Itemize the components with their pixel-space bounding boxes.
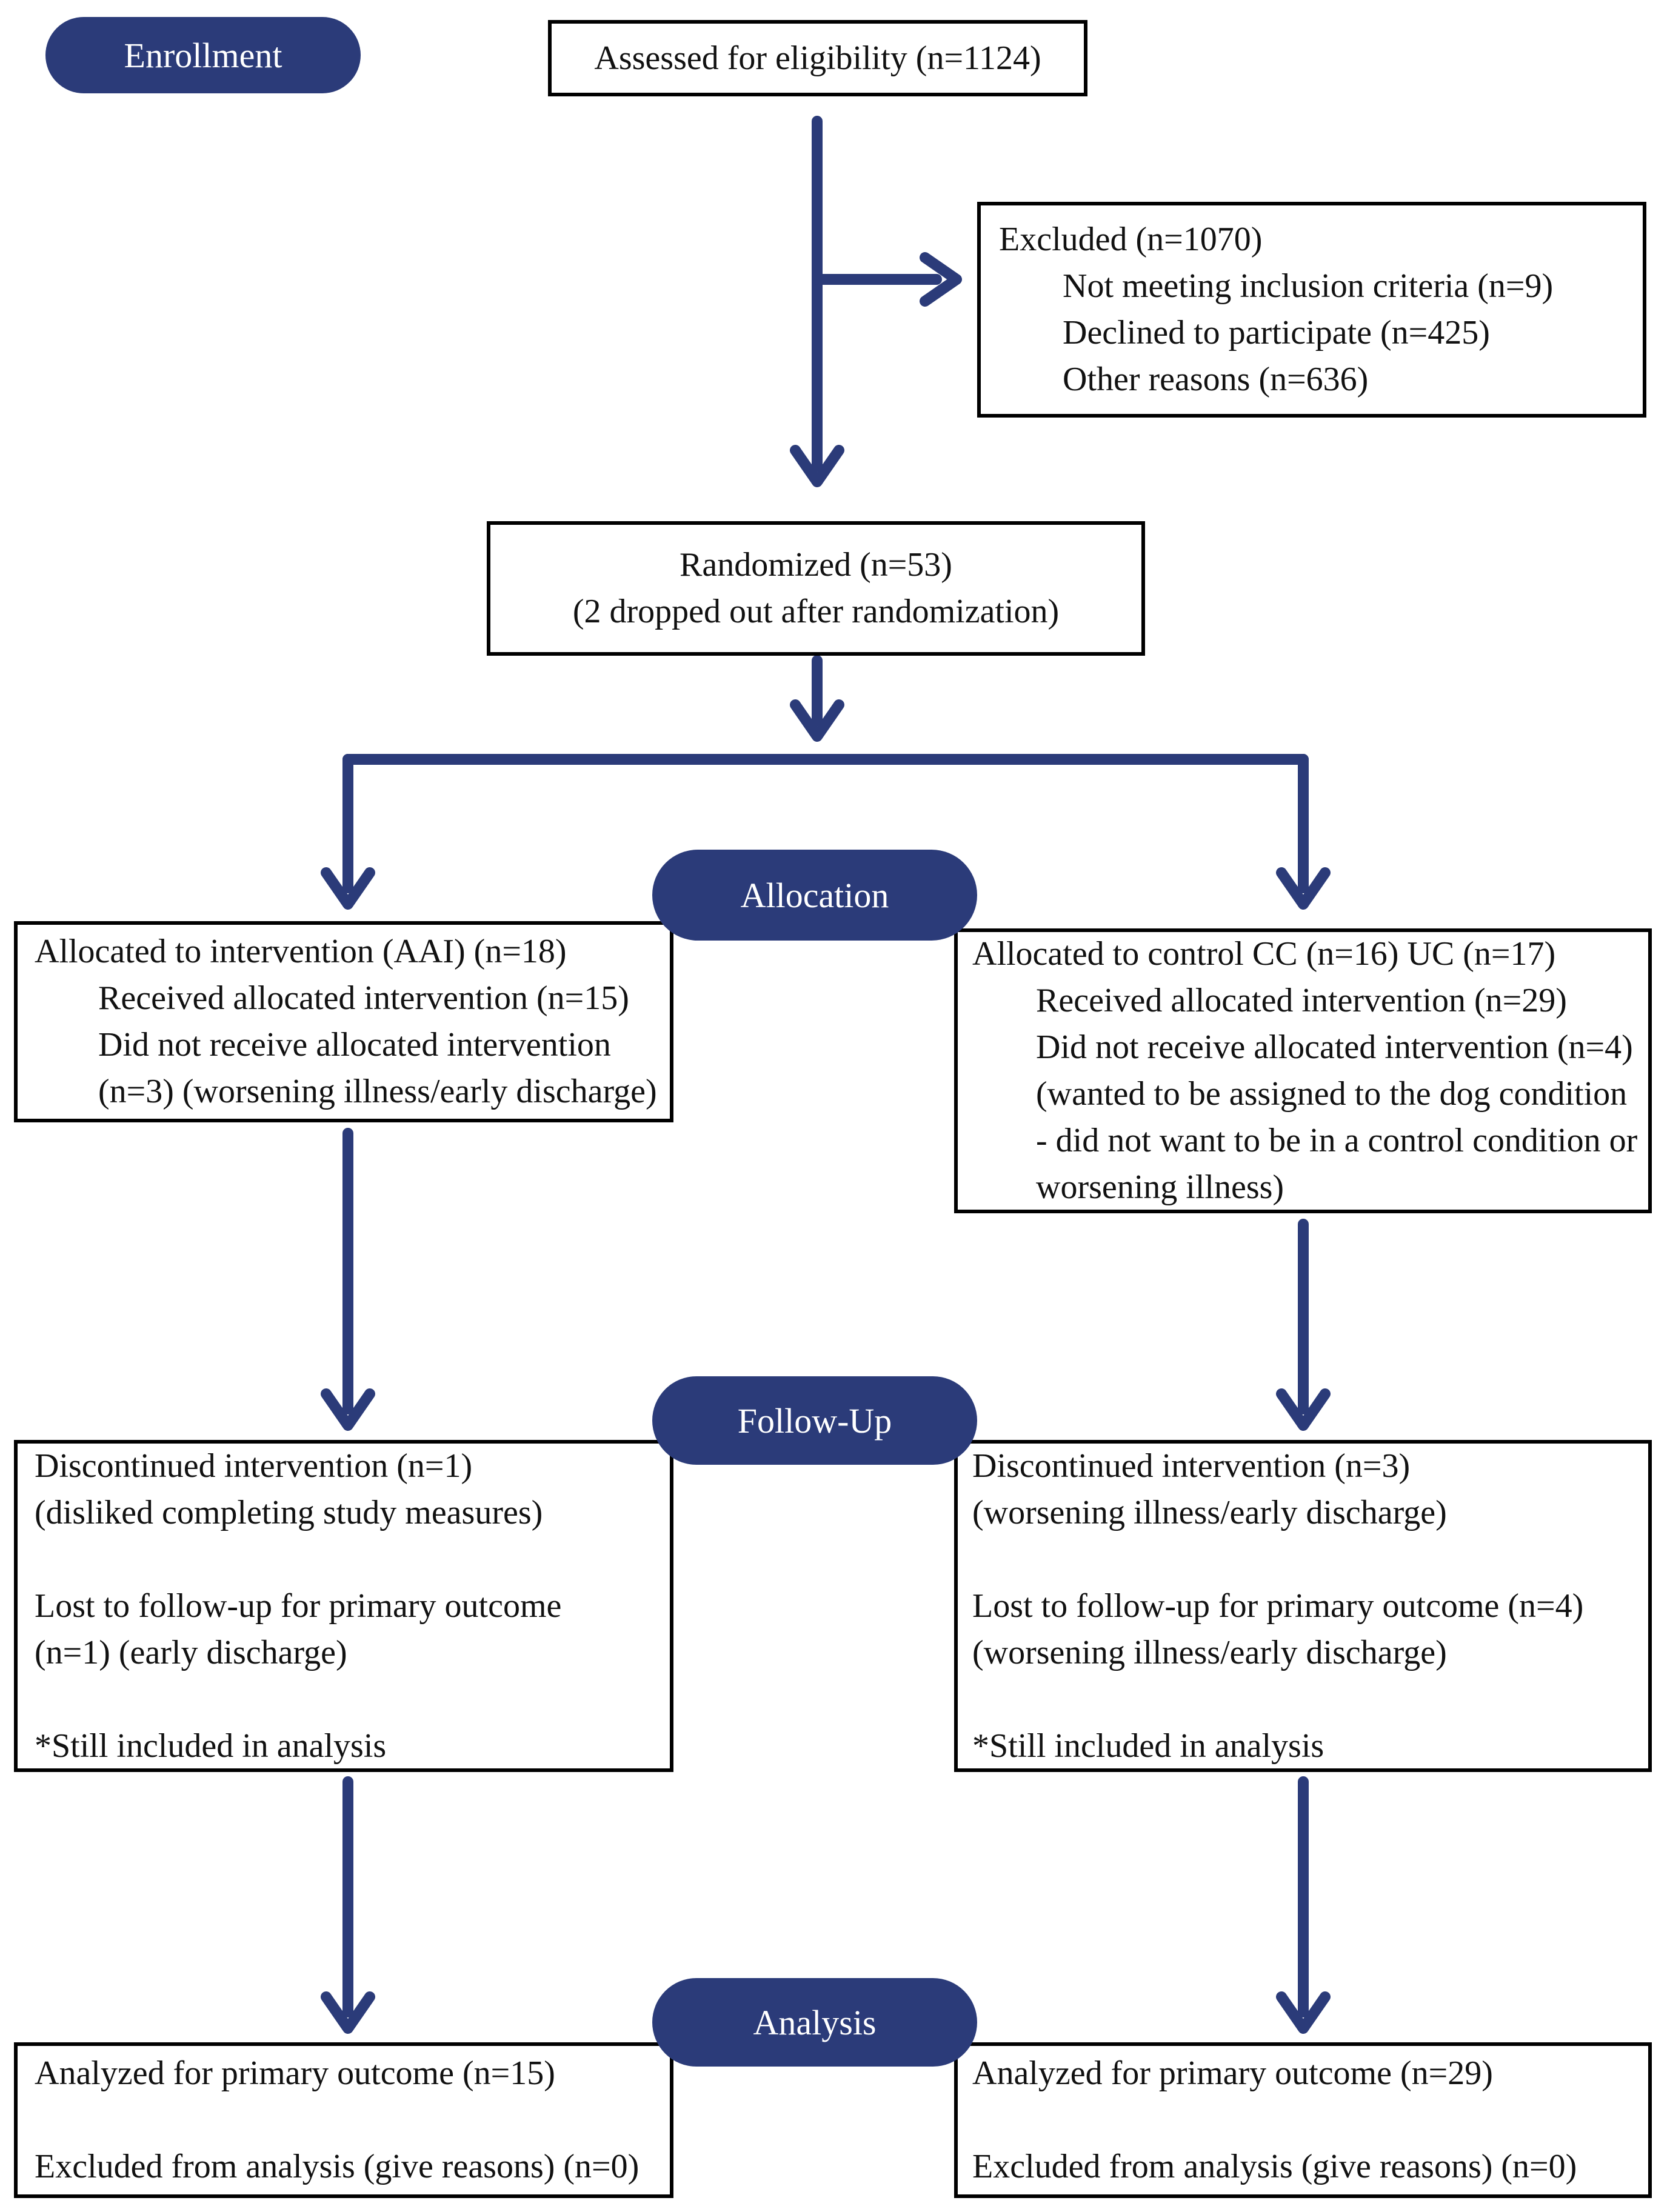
text-line: (worsening illness/early discharge) — [972, 1493, 1447, 1531]
text-line: worsening illness) — [1036, 1168, 1284, 1206]
text-line: Discontinued intervention (n=3) — [972, 1447, 1411, 1485]
text-line: Received allocated intervention (n=15) — [98, 979, 629, 1017]
allocation-stage-label: Allocation — [740, 875, 889, 915]
arrow-alloc-right-to-followup-right — [1281, 1224, 1325, 1425]
text-line — [972, 2097, 1648, 2144]
analysis-stage-label: Analysis — [753, 2002, 877, 2042]
enrollment-stage-label: Enrollment — [124, 35, 282, 75]
text-line: Analyzed for primary outcome (n=29) — [972, 2054, 1493, 2092]
text-line: Received allocated intervention (n=29) — [1036, 982, 1567, 1019]
arrow-alloc-left-to-followup-left — [326, 1133, 370, 1425]
text-line: (n=3) (worsening illness/early discharge) — [98, 1073, 657, 1110]
text-line — [35, 1536, 670, 1583]
text-line: (wanted to be assigned to the dog condition — [1036, 1075, 1628, 1113]
text-line — [35, 2097, 670, 2144]
analysis-control-box — [954, 2042, 1652, 2198]
arrow-split-to-alloc-right — [1281, 759, 1325, 904]
followup-intervention-box — [14, 1440, 673, 1772]
text-line: Not meeting inclusion criteria (n=9) — [1063, 267, 1554, 305]
text-line: (2 dropped out after randomization) — [572, 593, 1060, 630]
text-line — [972, 1536, 1648, 1583]
text-line: Excluded from analysis (give reasons) (n=0) — [972, 2148, 1577, 2185]
followup-stage-pill — [652, 1376, 977, 1465]
arrow-branch-to-excluded — [817, 258, 957, 301]
allocation-control-box — [954, 928, 1652, 1213]
text-line: Lost to follow-up for primary outcome (n=4) — [972, 1587, 1584, 1625]
text-line: (worsening illness/early discharge) — [972, 1633, 1447, 1671]
text-line: Analyzed for primary outcome (n=15) — [35, 2054, 555, 2092]
text-line: Excluded (n=1070) — [999, 221, 1263, 258]
text-line: *Still included in analysis — [35, 1727, 387, 1765]
text-line: Lost to follow-up for primary outcome — [35, 1587, 562, 1625]
allocation-intervention-box — [14, 921, 673, 1122]
randomized-box — [487, 521, 1145, 656]
analysis-stage-pill — [652, 1978, 977, 2067]
text-line: *Still included in analysis — [972, 1727, 1324, 1765]
arrow-followup-right-to-analysis-right — [1281, 1782, 1325, 2028]
text-line: Did not receive allocated intervention — [98, 1026, 611, 1064]
text-line: - did not want to be in a control condition or — [1036, 1122, 1638, 1159]
text-line: (disliked completing study measures) — [35, 1493, 543, 1531]
excluded-box — [977, 202, 1646, 418]
text-line: (n=1) (early discharge) — [35, 1633, 347, 1671]
arrow-randomized-to-split — [795, 661, 839, 736]
text-line: Did not receive allocated intervention (n=4) — [1036, 1028, 1633, 1066]
allocation-stage-pill — [652, 850, 977, 941]
text-line: Other reasons (n=636) — [1063, 361, 1369, 398]
text-line: Allocated to control CC (n=16) UC (n=17) — [972, 935, 1556, 973]
assessed-eligibility-box — [548, 20, 1087, 96]
text-line: Allocated to intervention (AAI) (n=18) — [35, 933, 567, 970]
enrollment-stage-pill — [45, 17, 361, 93]
arrow-split-to-alloc-left — [326, 759, 370, 904]
text-line — [35, 1676, 670, 1723]
arrow-followup-left-to-analysis-left — [326, 1782, 370, 2028]
text-line: Discontinued intervention (n=1) — [35, 1447, 473, 1485]
text-line: Randomized (n=53) — [680, 546, 952, 584]
text-line: Assessed for eligibility (n=1124) — [594, 39, 1041, 77]
followup-control-box — [954, 1440, 1652, 1772]
text-line: Declined to participate (n=425) — [1063, 314, 1490, 351]
followup-stage-label: Follow-Up — [737, 1401, 892, 1441]
text-line — [972, 1676, 1648, 1723]
analysis-intervention-box — [14, 2042, 673, 2198]
arrow-assessed-to-randomized — [795, 121, 839, 482]
text-line: Excluded from analysis (give reasons) (n=0) — [35, 2148, 640, 2185]
